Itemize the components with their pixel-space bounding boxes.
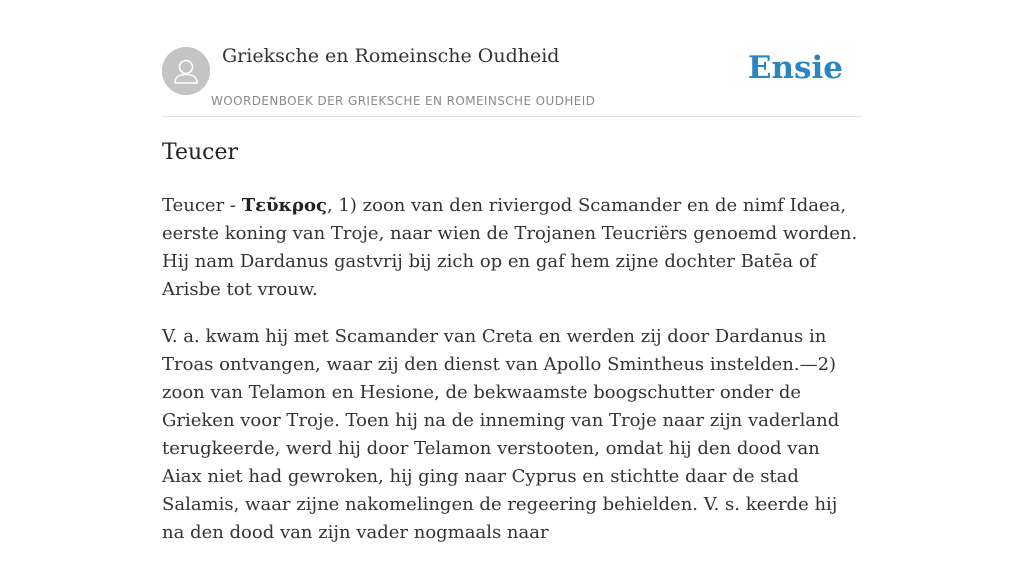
source-header bbox=[162, 40, 862, 117]
paragraph-2: V. a. kwam hij met Scamander van Creta en werden zij door Dardanus in Troas ontvangen, waar zij den dienst van Apollo Smintheus instelden.—2) zoon van Telamon en Hesione, de bekwaamste boogschutter onder de Grieken voor Troje. Toen hij na de inneming van Troje naar zijn vaderland terugkeerde, werd hij door Telamon verstooten, omdat hij den dood van Aiax niet had gewroken, hij ging naar Cyprus en stichtte daar de stad Salamis, waar zijne nakomelingen de regeering behielden. V. s. keerde hij na den dood van zijn vader nogmaals naar bbox=[162, 326, 840, 543]
paragraph-1-text: , 1) zoon van den riviergod Scamander en de nimf Idaea, eerste koning van Troje, naar wien de Trojanen Teucriërs genoemd worden. Hij nam Dardanus gastvrij bij zich op en gaf hem zijne dochter Batēa of Arisbe tot vrouw. bbox=[162, 195, 858, 300]
user-placeholder-icon[interactable] bbox=[162, 47, 210, 95]
source-title-link[interactable]: Grieksche en Romeinsche Oudheid bbox=[222, 45, 560, 67]
paragraph-1 bbox=[162, 192, 862, 304]
page-title: Teucer bbox=[162, 140, 239, 165]
ensie-logo-link[interactable]: Ensie bbox=[747, 50, 843, 86]
greek-term: Τεῦκρος bbox=[241, 195, 327, 216]
source-subtitle: WOORDENBOEK DER GRIEKSCHE EN ROMEINSCHE OUDHEID bbox=[211, 94, 596, 108]
entry-content bbox=[162, 192, 862, 566]
entry-lead: Teucer - bbox=[162, 195, 242, 216]
